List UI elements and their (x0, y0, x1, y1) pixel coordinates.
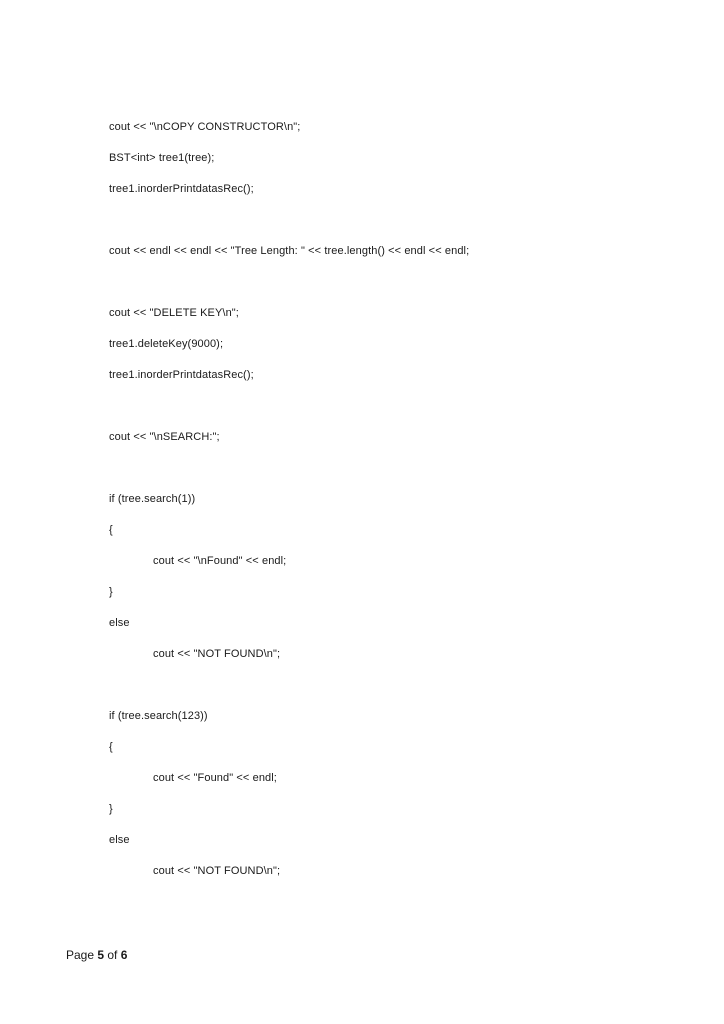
footer-current-page: 5 (97, 948, 105, 962)
footer-separator: of (104, 948, 121, 962)
code-line: { (109, 741, 113, 753)
code-line: cout << "\nCOPY CONSTRUCTOR\n"; (109, 121, 301, 133)
code-line: cout << "Found" << endl; (153, 772, 277, 784)
code-line: if (tree.search(123)) (109, 710, 208, 722)
footer-total-pages: 6 (120, 948, 128, 962)
code-line: cout << "NOT FOUND\n"; (153, 865, 281, 877)
code-line: tree1.inorderPrintdatasRec(); (109, 183, 254, 195)
page-footer (66, 948, 127, 963)
code-line: cout << "DELETE KEY\n"; (109, 307, 239, 319)
code-line: cout << "NOT FOUND\n"; (153, 648, 281, 660)
code-line: cout << "\nFound" << endl; (153, 555, 287, 567)
code-line: else (109, 617, 130, 629)
code-line: } (109, 803, 113, 815)
code-line: BST<int> tree1(tree); (109, 152, 215, 164)
code-line: else (109, 834, 130, 846)
code-line: tree1.inorderPrintdatasRec(); (109, 369, 254, 381)
code-line: if (tree.search(1)) (109, 493, 196, 505)
code-line: { (109, 524, 113, 536)
footer-prefix: Page (66, 948, 98, 962)
code-line: tree1.deleteKey(9000); (109, 338, 224, 350)
code-line: } (109, 586, 113, 598)
code-line: cout << endl << endl << "Tree Length: " << tree.length() << endl << endl; (109, 245, 470, 257)
code-line: cout << "\nSEARCH:"; (109, 431, 220, 443)
